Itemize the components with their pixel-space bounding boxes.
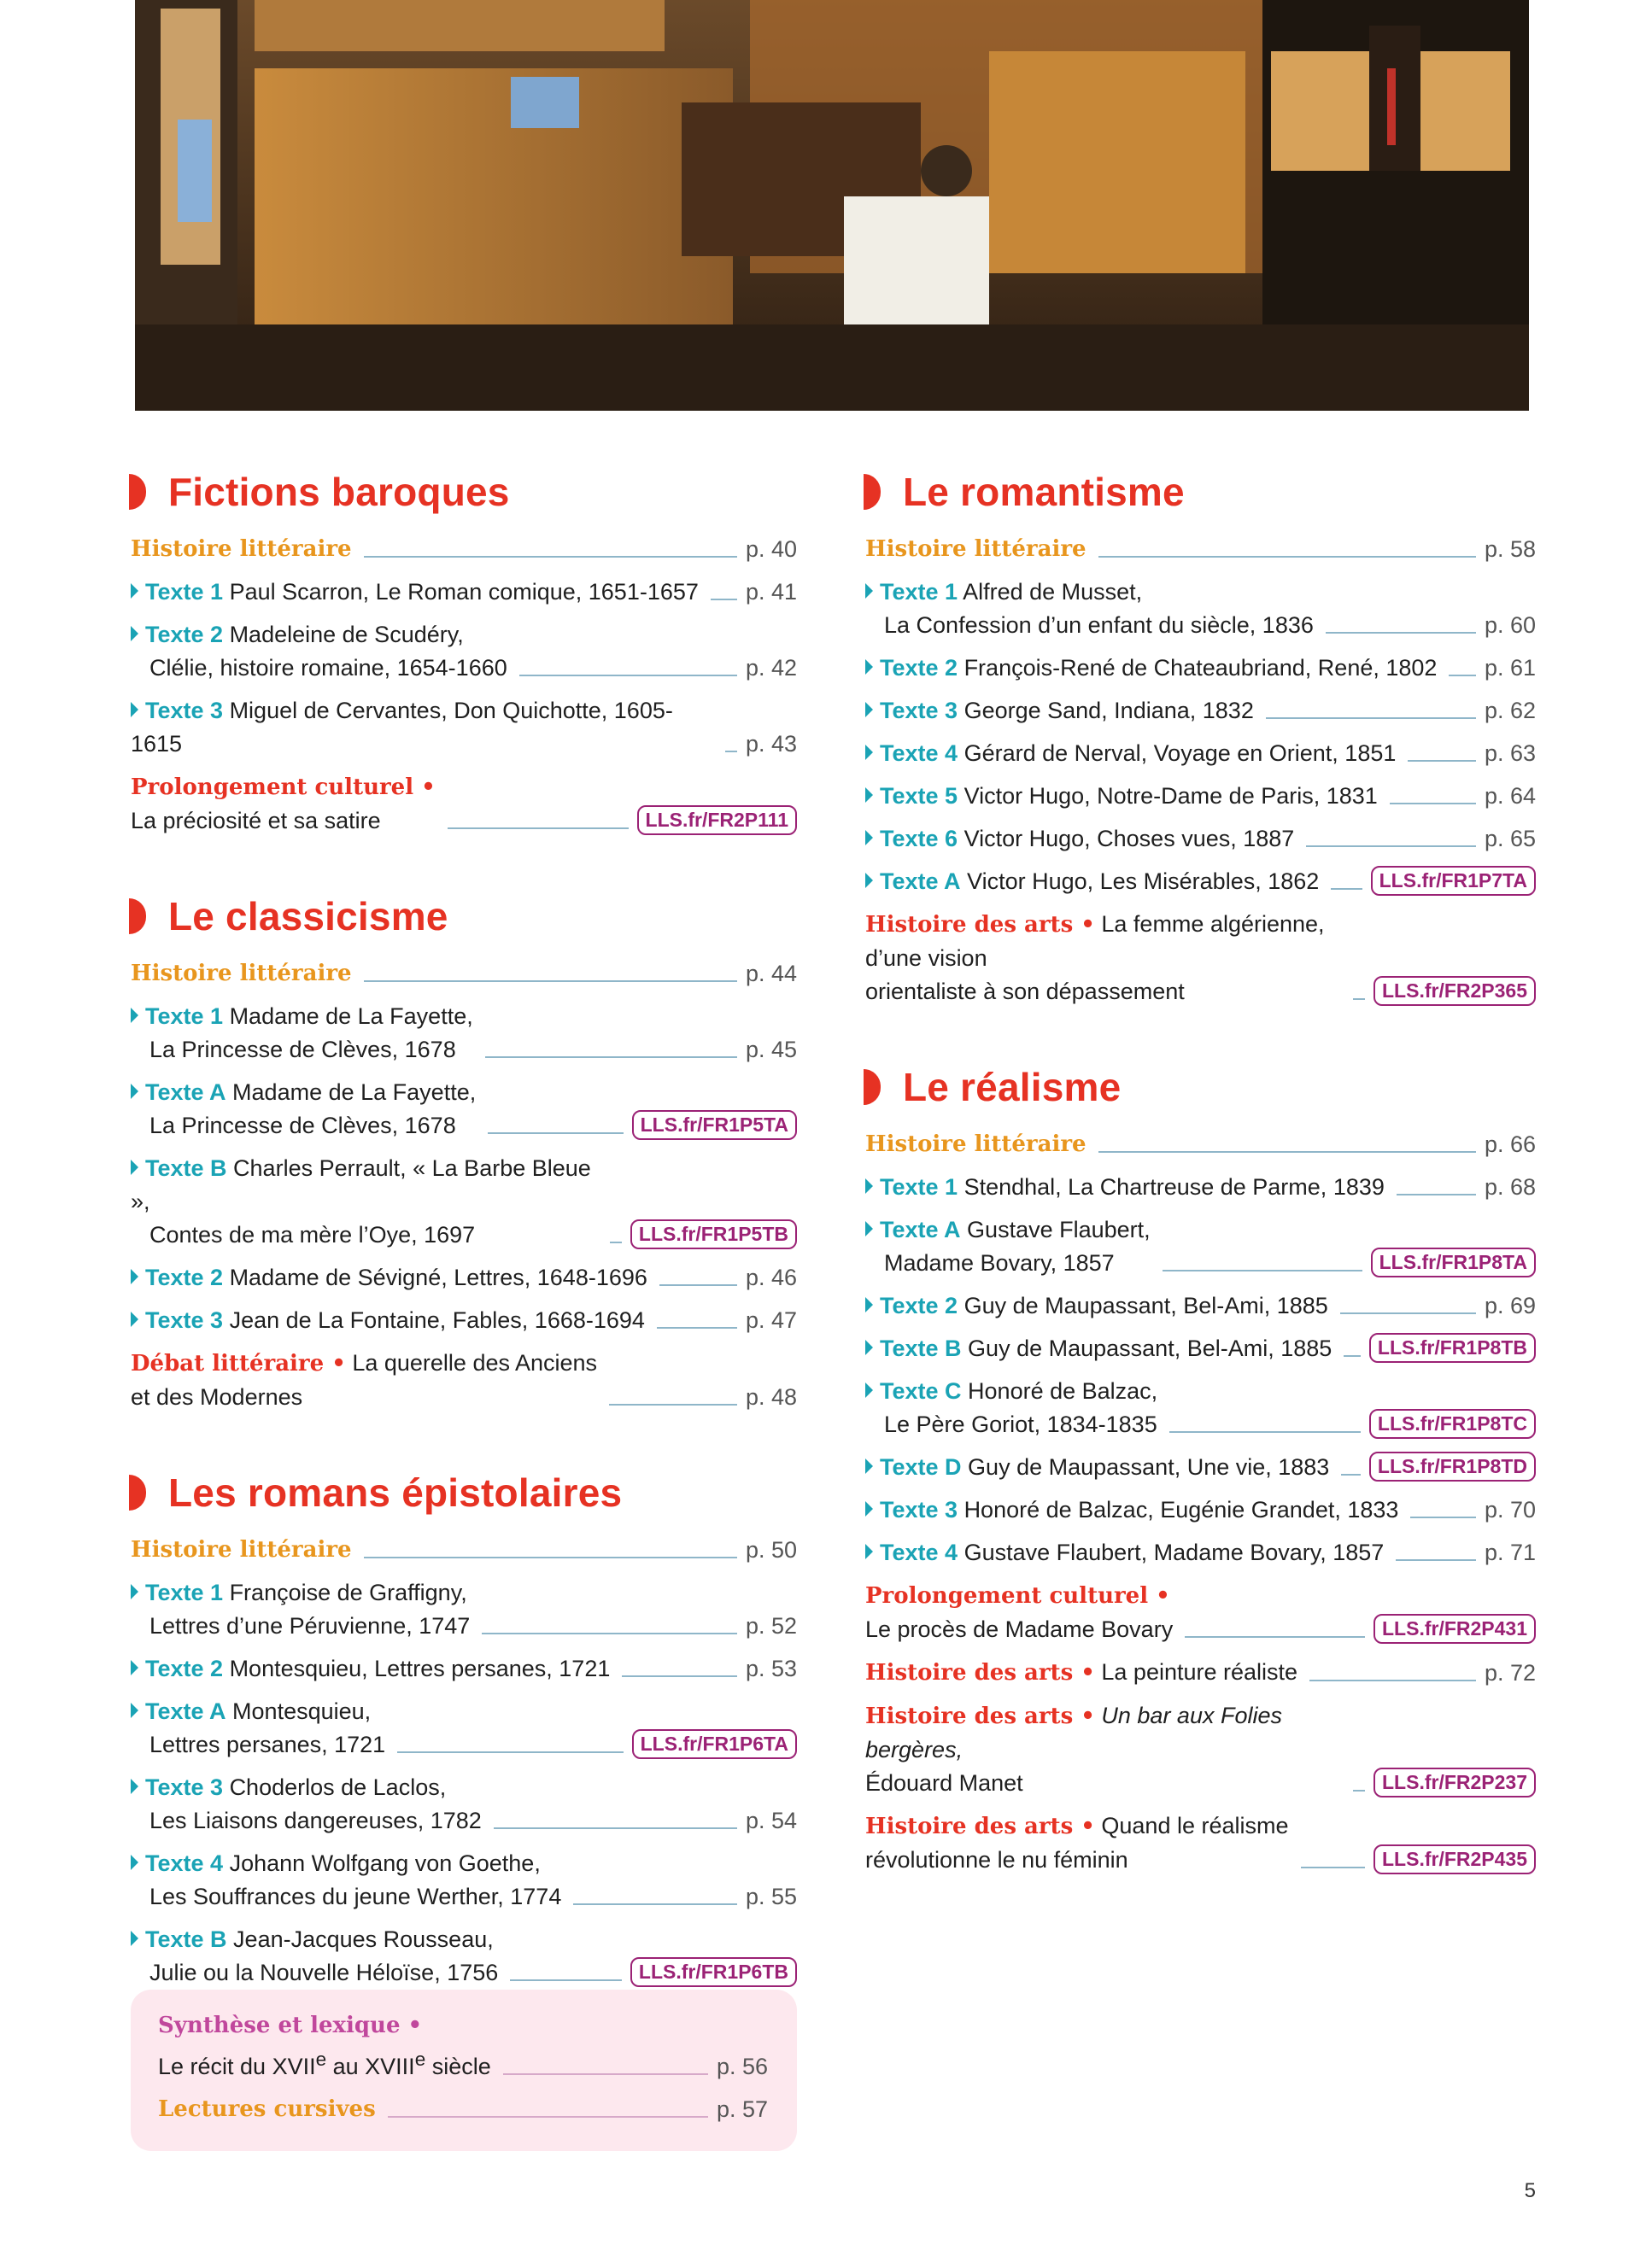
entry-text: Miguel de Cervantes, Don Quichotte, 1605-1615 <box>131 698 673 757</box>
entry-text: Honoré de Balzac, <box>968 1378 1158 1404</box>
entry-text: Jean de La Fontaine, Fables, 1668-1694 <box>229 1307 645 1333</box>
entry-text: Victor Hugo, Choses vues, 1887 <box>964 826 1295 851</box>
entry-text: Le Père Goriot, 1834-1835 <box>884 1412 1157 1437</box>
toc-entry[interactable] <box>131 770 797 838</box>
dot-leader <box>1340 1312 1476 1314</box>
page-ref: p. 53 <box>745 1656 797 1681</box>
toc-entry[interactable] <box>865 780 1536 813</box>
toc-entry[interactable] <box>865 908 1536 1008</box>
dot-leader <box>364 1557 737 1558</box>
entry-label: Histoire littéraire <box>131 1537 352 1563</box>
toc-entry[interactable] <box>131 1652 797 1686</box>
page-ref: p. 63 <box>1484 740 1536 766</box>
entry-text: Les Liaisons dangereuses, 1782 <box>149 1808 482 1833</box>
entry-label: Texte D <box>880 1454 962 1480</box>
entry-text: La querelle des Anciens <box>352 1350 598 1376</box>
entry-text: Honoré de Balzac, Eugénie Grandet, 1833 <box>964 1497 1399 1523</box>
entry-text: Montesquieu, <box>232 1698 372 1724</box>
entry-label: Texte 1 <box>880 579 958 605</box>
toc-entry[interactable] <box>131 1347 797 1414</box>
toc-entry[interactable] <box>865 533 1536 566</box>
entry-text: Le procès de Madame Bovary <box>865 1616 1174 1642</box>
arrow-icon <box>865 830 873 845</box>
page-ref: p. 47 <box>745 1307 797 1333</box>
arrow-icon <box>131 702 138 717</box>
toc-entry[interactable] <box>865 1656 1536 1690</box>
lls-link[interactable]: LLS.fr/FR2P237 <box>1374 1768 1536 1797</box>
arrow-icon <box>131 1660 138 1675</box>
dot-leader <box>1266 717 1476 719</box>
arrow-icon <box>131 1084 138 1099</box>
toc-entry[interactable] <box>865 652 1536 685</box>
page-ref: p. 60 <box>1484 612 1536 638</box>
dot-leader <box>503 2073 708 2075</box>
entry-text: La femme algérienne, d’une vision <box>865 911 1325 971</box>
toc-entry[interactable] <box>865 1699 1536 1800</box>
section-heading: Le classicisme <box>168 894 448 938</box>
entry-label: Histoire des arts • <box>865 912 1095 938</box>
left-column <box>131 468 797 2044</box>
entry-label: Texte C <box>880 1378 962 1404</box>
page-ref: p. 61 <box>1484 655 1536 681</box>
entry-label: Texte 2 <box>145 622 224 647</box>
dot-leader <box>364 980 737 982</box>
arrow-icon <box>865 787 873 803</box>
dot-leader <box>725 751 737 752</box>
entry-label: Texte 1 <box>145 1003 224 1029</box>
entry-text: Un bar aux Folies bergères, <box>865 1703 1282 1762</box>
toc-entry[interactable] <box>865 1128 1536 1161</box>
toc-entry[interactable] <box>865 1213 1536 1280</box>
dot-leader <box>1353 998 1365 1000</box>
entry-text: orientaliste à son dépassement <box>865 979 1185 1004</box>
entry-label: Texte 1 <box>145 579 224 605</box>
section-heading: Fictions baroques <box>168 470 510 514</box>
entry-label: Texte 3 <box>145 1774 224 1800</box>
arrow-icon <box>131 1855 138 1870</box>
section-fictions-baroques <box>131 468 797 838</box>
dot-leader <box>519 675 737 676</box>
toc-entry[interactable] <box>131 1534 797 1567</box>
entry-text: Johann Wolfgang von Goethe, <box>229 1850 541 1876</box>
toc-entry[interactable] <box>865 1171 1536 1204</box>
arrow-icon <box>131 1703 138 1718</box>
arrow-icon <box>865 1544 873 1559</box>
page-ref: p. 66 <box>1484 1131 1536 1157</box>
entry-text: siècle <box>425 2054 491 2079</box>
dot-leader <box>1326 632 1476 634</box>
painting-image <box>135 0 1529 411</box>
dot-leader <box>494 1827 737 1829</box>
half-disc-icon <box>864 474 881 510</box>
entry-text: Guy de Maupassant, Bel-Ami, 1885 <box>964 1293 1328 1318</box>
dot-leader <box>485 1056 737 1058</box>
dot-leader <box>1408 760 1476 762</box>
arrow-icon <box>865 1221 873 1236</box>
entry-text: La Princesse de Clèves, 1678 <box>149 1037 456 1062</box>
toc-entry[interactable] <box>865 1375 1536 1441</box>
toc-entry[interactable] <box>865 1289 1536 1323</box>
page-ref: p. 65 <box>1484 826 1536 851</box>
page-ref: p. 58 <box>1484 536 1536 562</box>
superscript: e <box>315 2049 327 2070</box>
entry-label: Texte 3 <box>145 1307 224 1333</box>
section-title <box>865 468 1536 516</box>
section-romantisme <box>865 468 1536 1008</box>
page-ref: p. 50 <box>745 1537 797 1563</box>
right-column <box>865 468 1536 1932</box>
entry-text: Madame Bovary, 1857 <box>884 1250 1115 1276</box>
arrow-icon <box>865 1340 873 1355</box>
section-realisme <box>865 1063 1536 1877</box>
dot-leader <box>1341 1474 1361 1476</box>
entry-label: Histoire littéraire <box>865 536 1086 562</box>
toc-entry[interactable] <box>131 533 797 566</box>
entry-text: Jean-Jacques Rousseau, <box>233 1926 494 1952</box>
entry-text: Contes de ma mère l’Oye, 1697 <box>149 1222 476 1248</box>
dot-leader <box>1410 1517 1476 1518</box>
arrow-icon <box>865 873 873 888</box>
toc-entry[interactable] <box>131 694 797 761</box>
dot-leader <box>659 1284 737 1286</box>
section-title <box>131 468 797 516</box>
dot-leader <box>397 1751 623 1753</box>
dot-leader <box>1331 888 1362 890</box>
toc-entry[interactable] <box>131 1152 797 1252</box>
entry-text: Stendhal, La Chartreuse de Parme, 1839 <box>964 1174 1385 1200</box>
toc-entry[interactable] <box>865 694 1536 728</box>
entry-label: Texte A <box>145 1698 226 1724</box>
dot-leader <box>1309 1680 1476 1681</box>
entry-label: Histoire littéraire <box>131 961 352 986</box>
lls-link[interactable]: LLS.fr/FR2P435 <box>1374 1844 1536 1874</box>
dot-leader <box>1301 1867 1365 1868</box>
section-heading: Les romans épistolaires <box>168 1470 623 1515</box>
page-ref: p. 45 <box>745 1037 797 1062</box>
page-ref: p. 46 <box>745 1265 797 1290</box>
toc-entry[interactable] <box>131 957 797 991</box>
arrow-icon <box>131 1931 138 1946</box>
entry-text: Françoise de Graffigny, <box>229 1580 467 1605</box>
arrow-icon <box>131 1312 138 1327</box>
page-ref: p. 64 <box>1484 783 1536 809</box>
lls-link[interactable]: LLS.fr/FR1P8TC <box>1369 1409 1536 1439</box>
page-number: 5 <box>1524 2179 1536 2202</box>
entry-label: Texte 2 <box>145 1265 224 1290</box>
entry-text: Le récit du XVII <box>158 2054 316 2079</box>
page-ref: p. 40 <box>745 536 797 562</box>
dot-leader <box>510 1979 622 1981</box>
toc-entry[interactable] <box>131 576 797 609</box>
toc-entry[interactable] <box>131 1576 797 1643</box>
toc-entry[interactable] <box>865 1332 1536 1365</box>
arrow-icon <box>131 583 138 599</box>
dot-leader <box>364 556 737 558</box>
page-ref: p. 72 <box>1484 1660 1536 1686</box>
lls-link[interactable]: LLS.fr/FR1P8TB <box>1369 1333 1536 1363</box>
arrow-icon <box>131 1584 138 1599</box>
entry-label: Débat littéraire • <box>131 1351 346 1377</box>
entry-text: Montesquieu, Lettres persanes, 1721 <box>229 1656 611 1681</box>
dot-leader <box>1396 1559 1476 1561</box>
entry-text: révolutionne le nu féminin <box>865 1847 1128 1873</box>
half-disc-icon <box>129 1475 146 1511</box>
arrow-icon <box>131 1008 138 1023</box>
entry-label: Histoire des arts • <box>865 1660 1095 1686</box>
page-ref: p. 41 <box>745 579 797 605</box>
synthese-box <box>131 1990 797 2151</box>
section-romans-epistolaires <box>131 1469 797 1990</box>
entry-text: Les Souffrances du jeune Werther, 1774 <box>149 1884 562 1909</box>
entry-text: La préciosité et sa satire <box>131 808 381 833</box>
entry-text: Madame de Sévigné, Lettres, 1648-1696 <box>229 1265 647 1290</box>
toc-entry[interactable] <box>865 822 1536 856</box>
entry-text: Paul Scarron, Le Roman comique, 1651-1657 <box>229 579 699 605</box>
entry-label: Texte 1 <box>145 1580 224 1605</box>
arrow-icon <box>865 702 873 717</box>
entry-label: Texte 1 <box>880 1174 958 1200</box>
lls-link[interactable]: LLS.fr/FR2P365 <box>1374 976 1536 1006</box>
section-title <box>131 1469 797 1517</box>
entry-text: La peinture réaliste <box>1101 1659 1298 1685</box>
entry-text: Madame de La Fayette, <box>229 1003 473 1029</box>
lls-link[interactable]: LLS.fr/FR1P6TA <box>632 1729 797 1759</box>
dot-leader <box>657 1327 737 1329</box>
entry-label: Texte A <box>145 1079 226 1105</box>
dot-leader <box>1390 803 1476 804</box>
page-ref: p. 42 <box>745 655 797 681</box>
page-ref: p. 71 <box>1484 1540 1536 1565</box>
entry-label: Texte 3 <box>880 1497 958 1523</box>
entry-label: Texte A <box>880 1217 961 1242</box>
toc-entry[interactable] <box>131 1076 797 1143</box>
entry-label: Texte 2 <box>880 655 958 681</box>
lls-link[interactable]: LLS.fr/FR1P8TD <box>1369 1452 1536 1482</box>
toc-entry[interactable] <box>131 1923 797 1990</box>
dot-leader <box>1449 675 1476 676</box>
entry-text: Charles Perrault, « La Barbe Bleue », <box>131 1155 591 1214</box>
toc-entry[interactable] <box>131 618 797 685</box>
entry-text: Quand le réalisme <box>1101 1813 1289 1838</box>
page-ref: p. 57 <box>716 2096 768 2122</box>
section-classicisme <box>131 892 797 1414</box>
lls-link[interactable]: LLS.fr/FR2P111 <box>637 805 797 835</box>
toc-entry[interactable] <box>865 865 1536 898</box>
dot-leader <box>609 1404 737 1406</box>
toc-entry[interactable] <box>131 1304 797 1337</box>
entry-text: Julie ou la Nouvelle Héloïse, 1756 <box>149 1960 499 1985</box>
entry-label: Texte A <box>880 868 961 894</box>
dot-leader <box>482 1633 737 1634</box>
page-ref: p. 62 <box>1484 698 1536 723</box>
dot-leader <box>1163 1270 1362 1271</box>
dot-leader <box>610 1242 622 1243</box>
arrow-icon <box>865 745 873 760</box>
toc-entry[interactable] <box>131 1695 797 1762</box>
entry-label: Texte 2 <box>145 1656 224 1681</box>
toc-entry[interactable] <box>158 2008 768 2084</box>
entry-text: Gustave Flaubert, Madame Bovary, 1857 <box>964 1540 1385 1565</box>
entry-label: Histoire des arts • <box>865 1814 1095 1839</box>
entry-label: Histoire des arts • <box>865 1704 1095 1729</box>
lls-link[interactable]: LLS.fr/FR1P7TA <box>1371 866 1536 896</box>
entry-text: Guy de Maupassant, Bel-Ami, 1885 <box>968 1336 1332 1361</box>
page-ref: p. 68 <box>1484 1174 1536 1200</box>
entry-text: Édouard Manet <box>865 1770 1023 1796</box>
entry-text: Madame de La Fayette, <box>232 1079 477 1105</box>
entry-text: Choderlos de Laclos, <box>229 1774 447 1800</box>
entry-text: et des Modernes <box>131 1384 303 1410</box>
half-disc-icon <box>864 1069 881 1105</box>
toc-entry[interactable] <box>865 1809 1536 1877</box>
entry-label: Prolongement culturel • <box>131 775 436 800</box>
synthese-label: Synthèse et lexique • <box>158 2013 423 2038</box>
toc-entry[interactable] <box>865 1579 1536 1646</box>
arrow-icon <box>865 583 873 599</box>
page-ref: p. 52 <box>745 1613 797 1639</box>
toc-entry[interactable] <box>131 1847 797 1914</box>
lectures-label: Lectures cursives <box>158 2096 376 2122</box>
page-ref: p. 70 <box>1484 1497 1536 1523</box>
entry-text: Clélie, histoire romaine, 1654-1660 <box>149 655 507 681</box>
arrow-icon <box>865 1501 873 1517</box>
section-title <box>865 1063 1536 1111</box>
arrow-icon <box>865 1458 873 1474</box>
entry-label: Texte 4 <box>145 1850 224 1876</box>
lls-link[interactable]: LLS.fr/FR1P6TB <box>630 1957 797 1987</box>
superscript: e <box>414 2049 426 2070</box>
page-ref: p. 55 <box>745 1884 797 1909</box>
arrow-icon <box>865 1382 873 1398</box>
dot-leader <box>1397 1194 1476 1195</box>
toc-entry[interactable] <box>865 1451 1536 1484</box>
entry-label: Texte B <box>145 1926 227 1952</box>
toc-entry[interactable] <box>158 2093 768 2126</box>
page-ref: p. 54 <box>745 1808 797 1833</box>
toc-entry[interactable] <box>865 737 1536 770</box>
entry-text: Madeleine de Scudéry, <box>229 622 464 647</box>
page-ref: p. 69 <box>1484 1293 1536 1318</box>
entry-text: Lettres persanes, 1721 <box>149 1732 386 1757</box>
dot-leader <box>1098 556 1476 558</box>
entry-label: Texte B <box>145 1155 227 1181</box>
toc-entry[interactable] <box>131 1000 797 1067</box>
lls-link[interactable]: LLS.fr/FR1P8TA <box>1371 1248 1536 1277</box>
entry-text: Gustave Flaubert, <box>967 1217 1151 1242</box>
entry-text: Alfred de Musset, <box>963 579 1143 605</box>
entry-text: La Princesse de Clèves, 1678 <box>149 1113 456 1138</box>
entry-label: Texte 3 <box>880 698 958 723</box>
arrow-icon <box>865 1178 873 1194</box>
arrow-icon <box>131 1779 138 1794</box>
dot-leader <box>1169 1431 1361 1433</box>
entry-label: Prolongement culturel • <box>865 1583 1170 1609</box>
dot-leader <box>1185 1636 1365 1638</box>
dot-leader <box>1306 845 1476 847</box>
entry-label: Texte 3 <box>145 698 224 723</box>
dot-leader <box>622 1675 737 1677</box>
entry-text: George Sand, Indiana, 1832 <box>964 698 1254 723</box>
entry-text: François-René de Chateaubriand, René, 1802 <box>964 655 1438 681</box>
lls-link[interactable]: LLS.fr/FR1P5TA <box>632 1110 797 1140</box>
cover-painting <box>135 0 1529 411</box>
entry-label: Texte 2 <box>880 1293 958 1318</box>
dot-leader <box>711 599 737 600</box>
toc-entry[interactable] <box>131 1261 797 1295</box>
section-heading: Le réalisme <box>903 1065 1122 1109</box>
toc-entry[interactable] <box>865 576 1536 642</box>
entry-label: Texte 4 <box>880 740 958 766</box>
section-heading: Le romantisme <box>903 470 1185 514</box>
page-ref: p. 48 <box>745 1384 797 1410</box>
entry-label: Texte 5 <box>880 783 958 809</box>
arrow-icon <box>131 626 138 641</box>
dot-leader <box>388 2116 708 2118</box>
page-ref: p. 44 <box>745 961 797 986</box>
page-ref: p. 43 <box>745 731 797 757</box>
entry-text: Lettres d’une Péruvienne, 1747 <box>149 1613 471 1639</box>
entry-text: Victor Hugo, Notre-Dame de Paris, 1831 <box>964 783 1378 809</box>
half-disc-icon <box>129 898 146 934</box>
entry-text: Guy de Maupassant, Une vie, 1883 <box>968 1454 1330 1480</box>
entry-text: Gérard de Nerval, Voyage en Orient, 1851 <box>964 740 1397 766</box>
lls-link[interactable]: LLS.fr/FR1P5TB <box>630 1219 797 1249</box>
arrow-icon <box>131 1269 138 1284</box>
entry-text: au XVIII <box>326 2054 415 2079</box>
half-disc-icon <box>129 474 146 510</box>
entry-label: Histoire littéraire <box>131 536 352 562</box>
arrow-icon <box>865 659 873 675</box>
entry-label: Texte 4 <box>880 1540 958 1565</box>
arrow-icon <box>865 1297 873 1312</box>
section-title <box>131 892 797 940</box>
arrow-icon <box>131 1160 138 1175</box>
entry-text: La Confession d’un enfant du siècle, 1836 <box>884 612 1314 638</box>
entry-label: Histoire littéraire <box>865 1131 1086 1157</box>
entry-text: Victor Hugo, Les Misérables, 1862 <box>967 868 1320 894</box>
dot-leader <box>1353 1790 1365 1792</box>
entry-label: Texte 6 <box>880 826 958 851</box>
dot-leader <box>1098 1151 1476 1153</box>
lls-link[interactable]: LLS.fr/FR2P431 <box>1374 1614 1536 1644</box>
toc-entry[interactable] <box>131 1771 797 1838</box>
page-ref: p. 56 <box>716 2054 768 2079</box>
dot-leader <box>448 827 629 829</box>
dot-leader <box>488 1132 623 1134</box>
dot-leader <box>573 1903 737 1905</box>
dot-leader <box>1344 1355 1361 1357</box>
toc-entry[interactable] <box>865 1493 1536 1527</box>
entry-label: Texte B <box>880 1336 962 1361</box>
toc-entry[interactable] <box>865 1536 1536 1569</box>
